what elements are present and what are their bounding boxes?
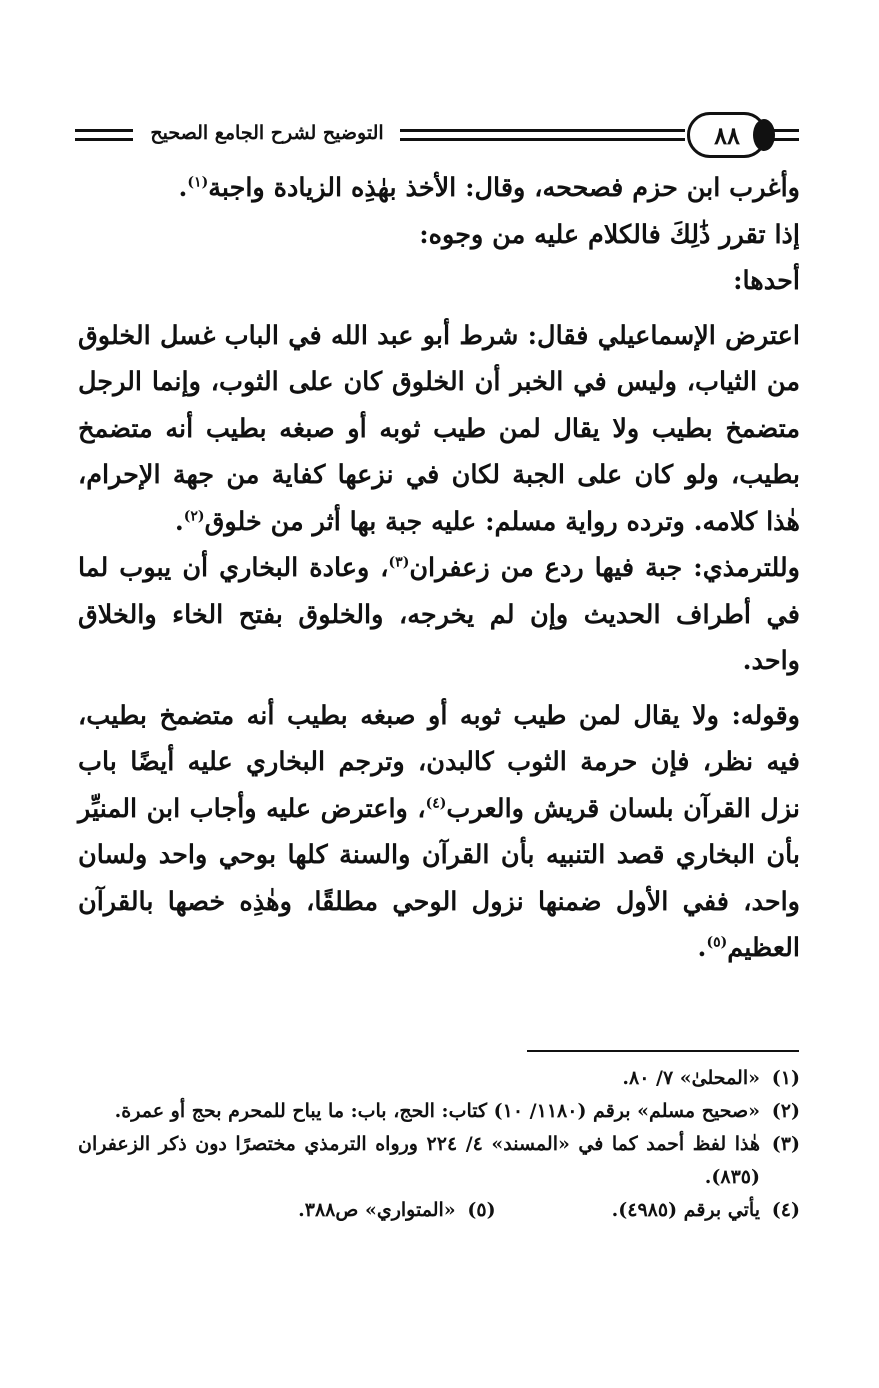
footnote-ref-3[interactable]: (٣) [388, 554, 410, 571]
footnote-4 [612, 1194, 800, 1227]
paragraph-5: وللترمذي: جبة فيها ردع من زعفران$^{(٣)}$، وعادة البخاري أن يبوب لما في أطراف الحديث وإن لم يخرجه، والخلوق بفتح الخاء والخلاق واحد. [78, 553, 800, 676]
footnote-3 [78, 1128, 800, 1194]
footnote-ref-2[interactable]: (٢) [183, 508, 205, 524]
footnote-number: (٥) [467, 1199, 496, 1221]
paragraph-3: أحدها: [733, 266, 800, 296]
footnote-ref-1[interactable]: (١) [187, 174, 209, 191]
page-number-badge [687, 112, 767, 158]
footnote-ref-4[interactable]: (٤) [425, 795, 447, 811]
header-rule-middle [400, 129, 685, 141]
footnote-2 [78, 1095, 800, 1128]
footnote-text: يأتي برقم (٤٩٨٥). [611, 1199, 760, 1221]
footnote-text: «صحيح مسلم» برقم (١١٨٠/ ١٠) كتاب: الحج، باب: ما يباح للمحرم بحج أو عمرة. [114, 1100, 760, 1122]
page-number: ٨٨ [714, 120, 740, 150]
footnote-text: «المحلىٰ» ٧/ ٨٠. [622, 1067, 760, 1089]
paragraph-2: إذا تقرر ذَٰلِكَ فالكلام عليه من وجوه: [419, 219, 800, 250]
main-text [78, 165, 800, 972]
footnote-1 [78, 1062, 800, 1095]
footnote-text: «المتواري» ص٣٨٨. [298, 1199, 456, 1221]
footnote-number: (٣) [771, 1133, 800, 1155]
footnote-text: هٰذا لفظ أحمد كما في «المسند» ٤/ ٢٢٤ ورواه الترمذي مختصرًا دون ذكر الزعفران (٨٣٥). [78, 1133, 760, 1188]
footnote-ref-5[interactable]: (٥) [706, 934, 728, 951]
header-rule-left [75, 129, 133, 141]
footnotes [78, 1062, 800, 1227]
paragraph-1: وأغرب ابن حزم فصححه، وقال: الأخذ بهٰذِه الزيادة واجبة$^{(١)}$. [178, 173, 800, 203]
running-header [75, 112, 799, 158]
footnote-row [78, 1194, 800, 1227]
paragraph-6: وقوله: ولا يقال لمن طيب ثوبه أو صبغه بطيب أنه متضمخ بطيب، فيه نظر، فإن حرمة الثوب كالبدن، وترجم البخاري عليه أيضًا باب نزل القرآن بلسان قريش والعرب$^{(٤)}$، واعترض عليه وأجاب ابن المنيِّر بأن البخاري قصد التنبيه بأن القرآن والسنة كلها بوحي واحد ولسان واحد، ففي الأول ضمنها نزول الوحي مطلقًا، وهٰذِه خصها بالقرآن العظيم$^{(٥)}$. [78, 700, 800, 963]
footnote-number: (٢) [771, 1100, 800, 1122]
paragraph-4: اعترض الإسماعيلي فقال: شرط أبو عبد الله في الباب غسل الخلوق من الثياب، وليس في الخبر أن الخلوق كان على الثوب، وإنما الرجل متضمخ بطيب ولا يقال لمن طيب ثوبه أو صبغه بطيب أنه متضمخ بطيب، ولو كان على الجبة لكان في نزعها كفاية من جهة الإحرام، هٰذا كلامه. وترده رواية مسلم: عليه جبة بها أثر من خلوق$^{(٢)}$. [78, 320, 800, 537]
footnote-5 [298, 1194, 496, 1227]
footnote-divider [527, 1050, 799, 1052]
footnote-number: (٤) [771, 1199, 800, 1221]
footnote-number: (١) [771, 1067, 800, 1089]
book-title: التوضيح لشرح الجامع الصحيح [150, 122, 384, 144]
